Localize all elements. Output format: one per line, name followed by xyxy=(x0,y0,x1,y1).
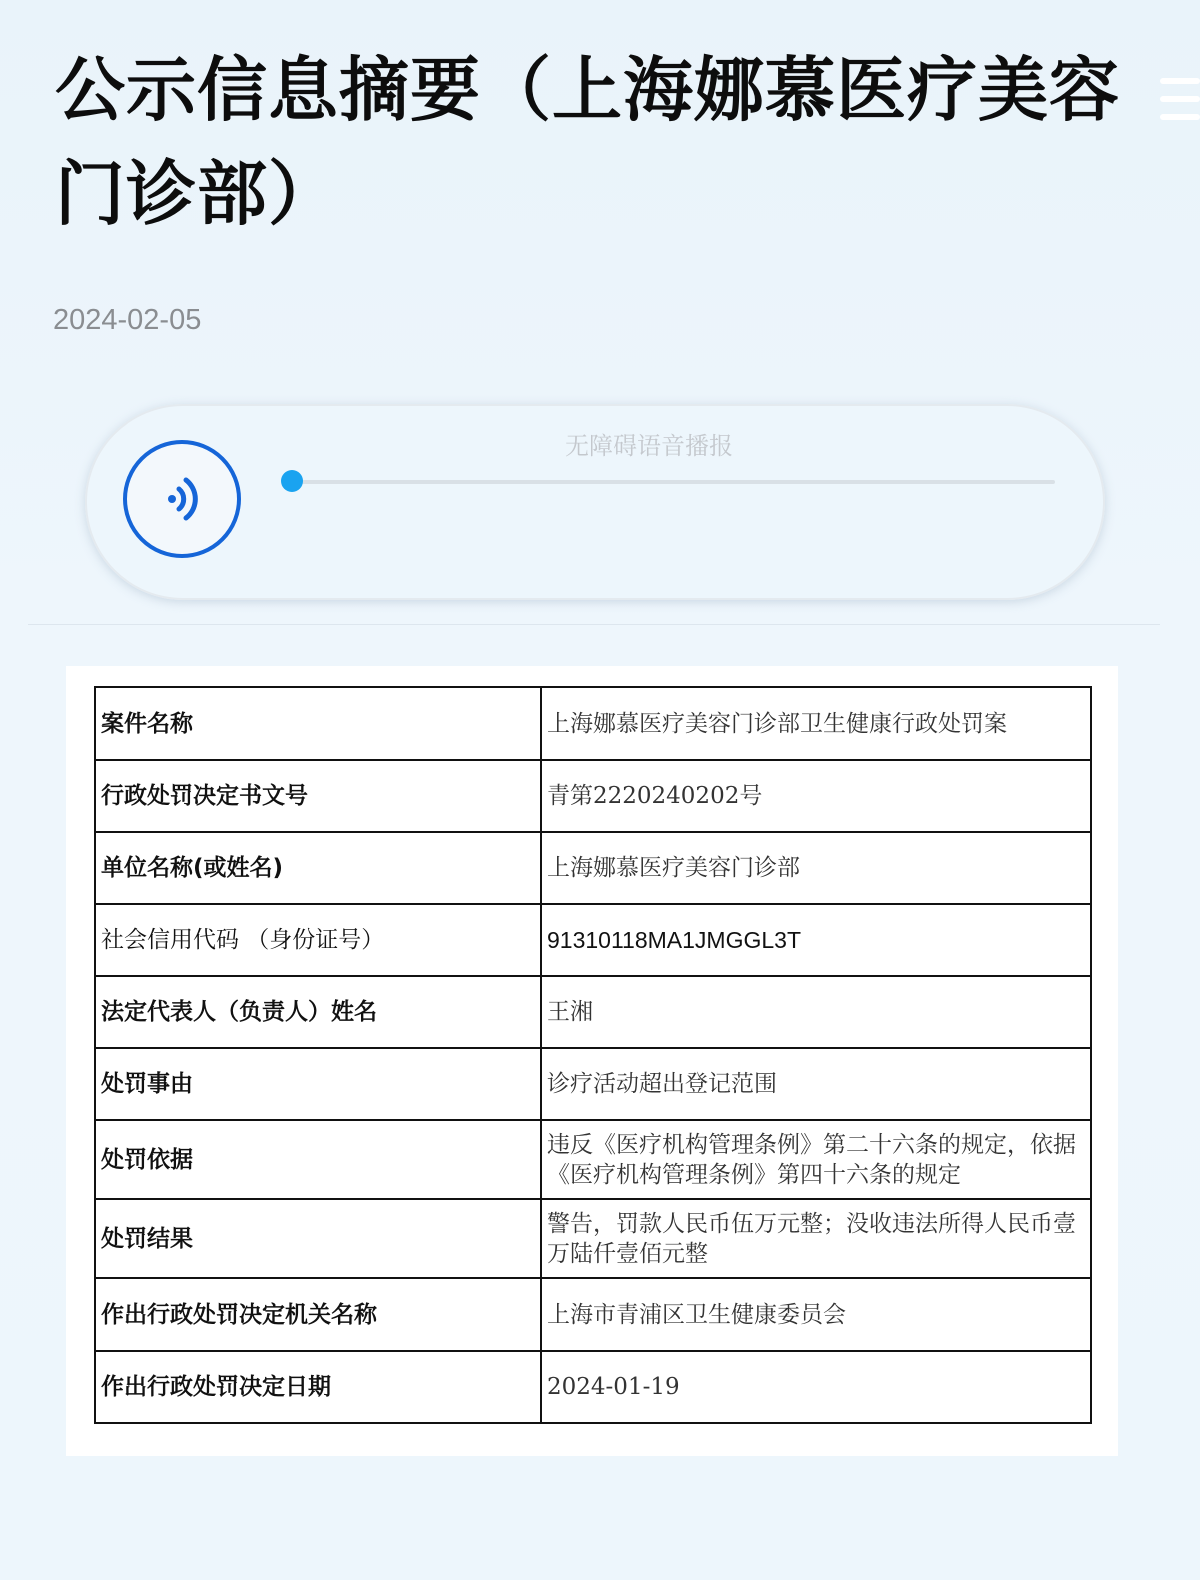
play-button[interactable] xyxy=(123,440,241,558)
table-row xyxy=(95,1278,1091,1351)
row-value: 上海娜慕医疗美容门诊部卫生健康行政处罚案 xyxy=(541,687,1091,760)
table-row xyxy=(95,976,1091,1048)
table-row xyxy=(95,1120,1091,1199)
divider xyxy=(28,624,1160,625)
table-row xyxy=(95,687,1091,760)
row-label: 作出行政处罚决定日期 xyxy=(95,1351,541,1423)
speaker-sound-icon xyxy=(154,471,210,527)
row-value: 诊疗活动超出登记范围 xyxy=(541,1048,1091,1120)
menu-icon[interactable] xyxy=(1160,78,1200,130)
row-label: 案件名称 xyxy=(95,687,541,760)
table-row xyxy=(95,1351,1091,1423)
row-value: 91310118MA1JMGGL3T xyxy=(541,904,1091,976)
page-title: 公示信息摘要（上海娜慕医疗美容门诊部） xyxy=(55,49,1120,235)
row-label: 法定代表人（负责人）姓名 xyxy=(95,976,541,1048)
progress-thumb[interactable] xyxy=(281,470,303,492)
publish-date: 2024-02-05 xyxy=(53,304,202,336)
audio-label: 无障碍语音播报 xyxy=(565,432,733,460)
table-row xyxy=(95,1048,1091,1120)
audio-player xyxy=(85,404,1105,600)
row-value: 上海娜慕医疗美容门诊部 xyxy=(541,832,1091,904)
table-row xyxy=(95,832,1091,904)
row-label: 处罚依据 xyxy=(95,1120,541,1199)
row-value: 上海市青浦区卫生健康委员会 xyxy=(541,1278,1091,1351)
row-value: 青第2220240202号 xyxy=(541,760,1091,832)
row-value: 王湘 xyxy=(541,976,1091,1048)
table-row xyxy=(95,1199,1091,1278)
table-row xyxy=(95,904,1091,976)
row-value: 违反《医疗机构管理条例》第二十六条的规定，依据《医疗机构管理条例》第四十六条的规定 xyxy=(541,1120,1091,1199)
row-label: 行政处罚决定书文号 xyxy=(95,760,541,832)
penalty-info-table xyxy=(94,686,1092,1424)
row-value: 2024-01-19 xyxy=(541,1351,1091,1423)
row-label: 处罚结果 xyxy=(95,1199,541,1278)
table-row xyxy=(95,760,1091,832)
progress-bar[interactable] xyxy=(293,480,1055,484)
row-label: 单位名称(或姓名) xyxy=(95,832,541,904)
row-label: 社会信用代码 （身份证号） xyxy=(95,904,541,976)
penalty-info-image xyxy=(66,666,1118,1456)
row-label: 作出行政处罚决定机关名称 xyxy=(95,1278,541,1351)
row-label: 处罚事由 xyxy=(95,1048,541,1120)
row-value: 警告，罚款人民币伍万元整；没收违法所得人民币壹万陆仟壹佰元整 xyxy=(541,1199,1091,1278)
